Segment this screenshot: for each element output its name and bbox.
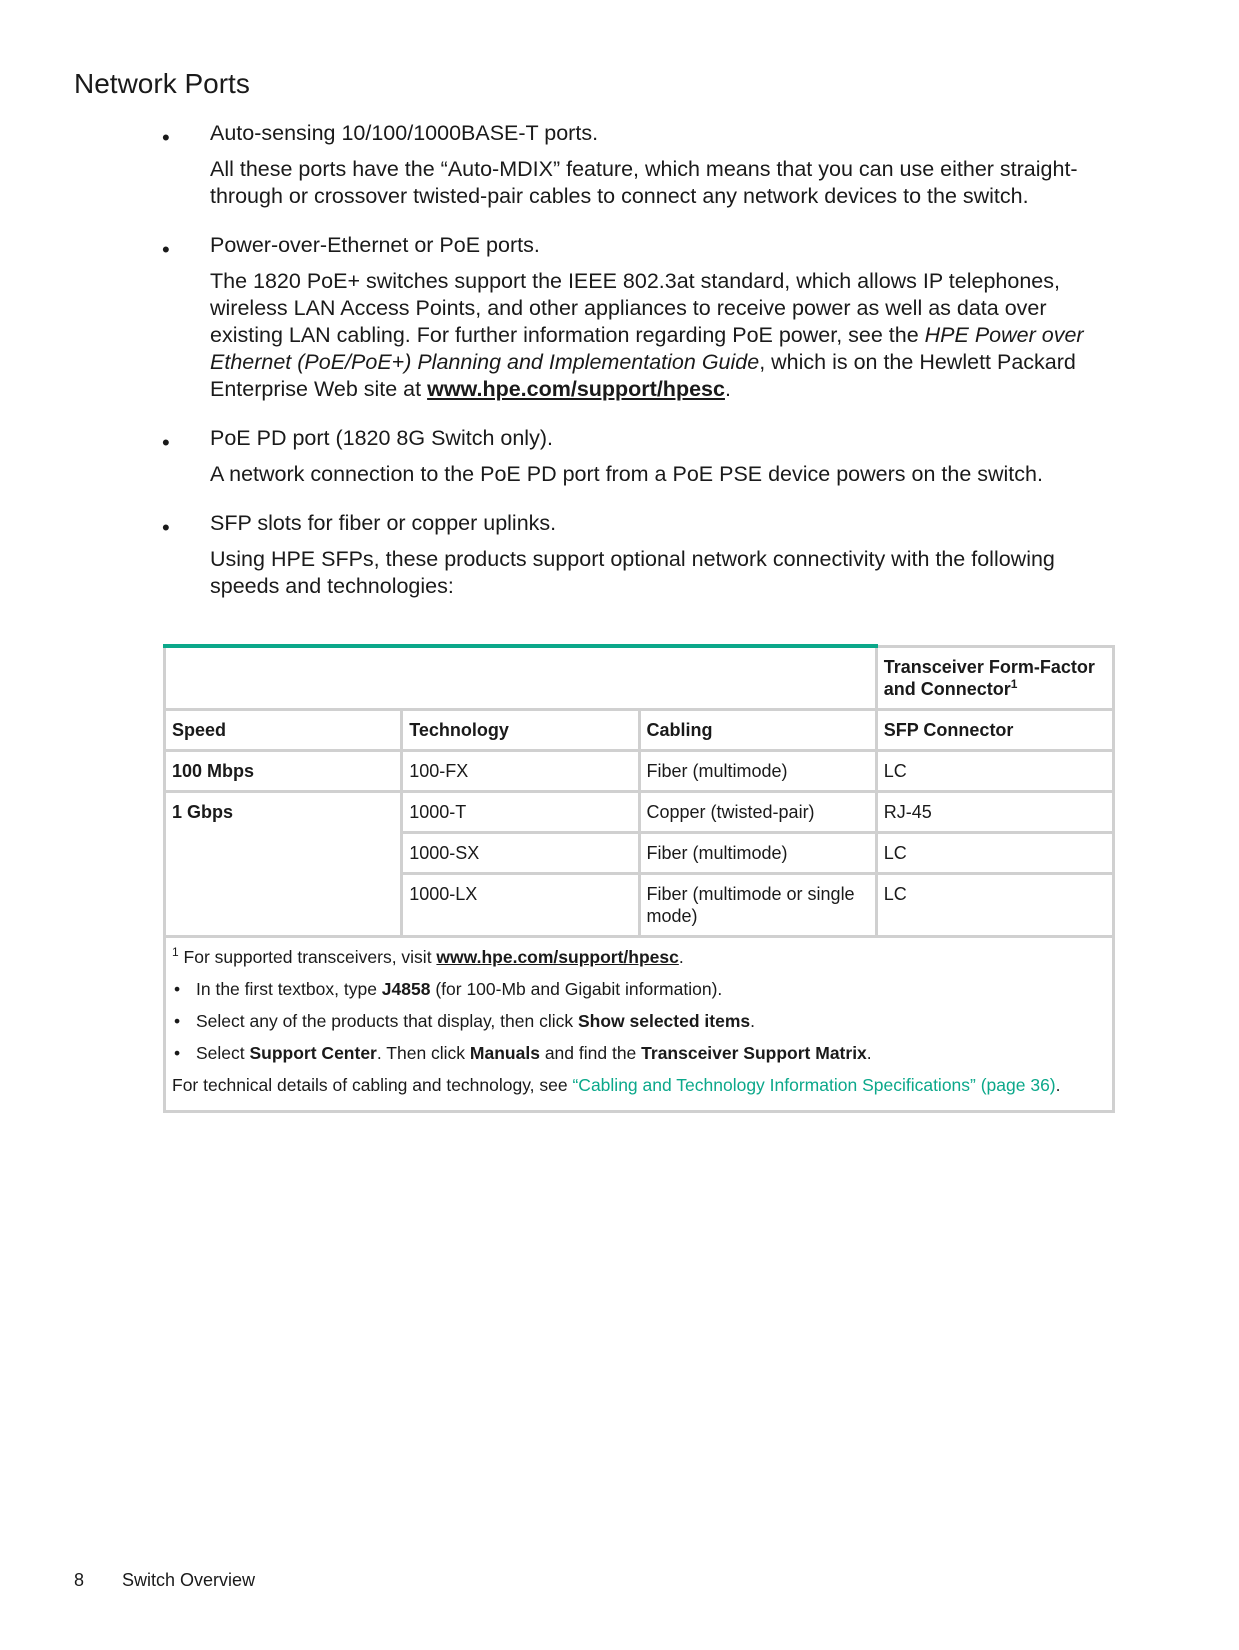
bullet-dot-icon: • — [174, 979, 181, 999]
poe-guide-title: HPE Power over Ethernet (PoE/PoE+) Planning and Implementation Guide — [210, 323, 1084, 374]
bullet-dot-icon: • — [162, 515, 170, 540]
footnote — [172, 946, 1106, 968]
step-bold: Support Center — [249, 1043, 377, 1063]
step-bold: Transceiver Support Matrix — [641, 1043, 867, 1063]
cell-cabling: Copper (twisted-pair) — [639, 792, 876, 833]
poe-body-pre: The 1820 PoE+ switches support the IEEE 802.3at standard, which allows IP telephones, wireless LAN Access Points, and other appliances to receive power as well as data over existing LAN cabling. For further information regarding PoE power, see the — [210, 269, 1060, 347]
table-row — [165, 751, 1114, 792]
group-header-text: Transceiver Form-Factor and Connector — [883, 656, 1095, 699]
bullet-lead: SFP slots for fiber or copper uplinks. — [210, 511, 557, 535]
cell-technology: 1000-LX — [402, 874, 639, 937]
bullet-auto-sensing — [160, 120, 1120, 210]
bullet-lead: PoE PD port (1820 8G Switch only). — [210, 426, 553, 450]
note-step — [172, 1010, 1106, 1032]
cell-connector: LC — [876, 833, 1113, 874]
closing-post: . — [1055, 1075, 1061, 1095]
footnote-marker: 1 — [172, 945, 179, 960]
cabling-spec-link[interactable]: “Cabling and Technology Information Specifications” (page 36) — [572, 1075, 1056, 1095]
hpesc-link[interactable]: www.hpe.com/support/hpesc — [427, 377, 725, 401]
header-connector: SFP Connector — [876, 710, 1113, 751]
page-footer — [74, 1570, 255, 1591]
closing-note — [172, 1074, 1106, 1096]
bullet-dot-icon: • — [162, 125, 170, 150]
step-text: and find the — [539, 1043, 642, 1063]
footnote-text: For supported transceivers, visit — [178, 947, 437, 967]
step-text: (for 100-Mb and Gigabit information). — [430, 979, 723, 999]
step-text: . Then click — [376, 1043, 470, 1063]
bullet-poe — [160, 232, 1120, 403]
blank-header-cell — [165, 646, 877, 710]
step-text: Select — [196, 1043, 250, 1063]
step-bold: Manuals — [469, 1043, 540, 1063]
footnote-ref: 1 — [1010, 676, 1018, 691]
page-number: 8 — [74, 1570, 85, 1590]
step-bold: Show selected items — [577, 1011, 751, 1031]
bullet-dot-icon: • — [174, 1011, 181, 1031]
bullet-body: Using HPE SFPs, these products support optional network connectivity with the following speeds and technologies: — [210, 547, 1055, 598]
bullet-dot-icon: • — [162, 237, 170, 262]
bullet-body — [210, 268, 1120, 403]
page-title: Network Ports — [74, 68, 250, 99]
step-text: . — [750, 1011, 755, 1031]
bullet-body: A network connection to the PoE PD port from a PoE PSE device powers on the switch. — [210, 462, 1043, 486]
cell-cabling: Fiber (multimode) — [639, 751, 876, 792]
step-text: . — [866, 1043, 872, 1063]
closing-text: For technical details of cabling and technology, see — [172, 1075, 573, 1095]
step-text: Select any of the products that display, then click — [196, 1011, 578, 1031]
step-bold: J4858 — [381, 979, 431, 999]
bullet-body: All these ports have the “Auto-MDIX” feature, which means that you can use either straight-through or crossover twisted-pair cables to connect any network devices to the switch. — [210, 157, 1078, 208]
cell-technology: 1000-T — [402, 792, 639, 833]
poe-body-post: . — [724, 377, 731, 401]
step-text: In the first textbox, type — [196, 979, 382, 999]
cell-speed: 1 Gbps — [165, 792, 402, 937]
cell-connector: RJ-45 — [876, 792, 1113, 833]
column-header-row — [165, 710, 1114, 751]
header-cabling: Cabling — [639, 710, 876, 751]
poe-body-mid: , which is on the Hewlett Packard Enterprise Web site at — [210, 350, 1076, 401]
spec-table — [163, 644, 1115, 1113]
bullet-lead: Power-over-Ethernet or PoE ports. — [210, 233, 540, 257]
cell-connector: LC — [876, 874, 1113, 937]
cell-cabling: Fiber (multimode or single mode) — [639, 874, 876, 937]
group-header-cell — [876, 646, 1113, 710]
table-row — [165, 792, 1114, 833]
bullet-dot-icon: • — [174, 1043, 181, 1063]
feature-list — [160, 120, 1120, 622]
group-header-row — [165, 646, 1114, 710]
bullet-lead: Auto-sensing 10/100/1000BASE-T ports. — [210, 121, 599, 145]
bullet-poe-pd — [160, 425, 1120, 488]
bullet-dot-icon: • — [162, 430, 170, 455]
notes-steps — [172, 978, 1106, 1064]
bullet-sfp — [160, 510, 1120, 600]
footnote-hpesc-link[interactable]: www.hpe.com/support/hpesc — [436, 947, 679, 967]
header-technology: Technology — [402, 710, 639, 751]
cell-cabling: Fiber (multimode) — [639, 833, 876, 874]
cell-technology: 100-FX — [402, 751, 639, 792]
footer-section: Switch Overview — [122, 1570, 256, 1590]
sfp-spec-table — [163, 644, 1115, 1113]
table-notes — [165, 937, 1114, 1112]
cell-speed: 100 Mbps — [165, 751, 402, 792]
footnote-post: . — [678, 947, 684, 967]
cell-connector: LC — [876, 751, 1113, 792]
cell-technology: 1000-SX — [402, 833, 639, 874]
note-step — [172, 1042, 1106, 1064]
note-step — [172, 978, 1106, 1000]
notes-row — [165, 937, 1114, 1112]
header-speed: Speed — [165, 710, 402, 751]
